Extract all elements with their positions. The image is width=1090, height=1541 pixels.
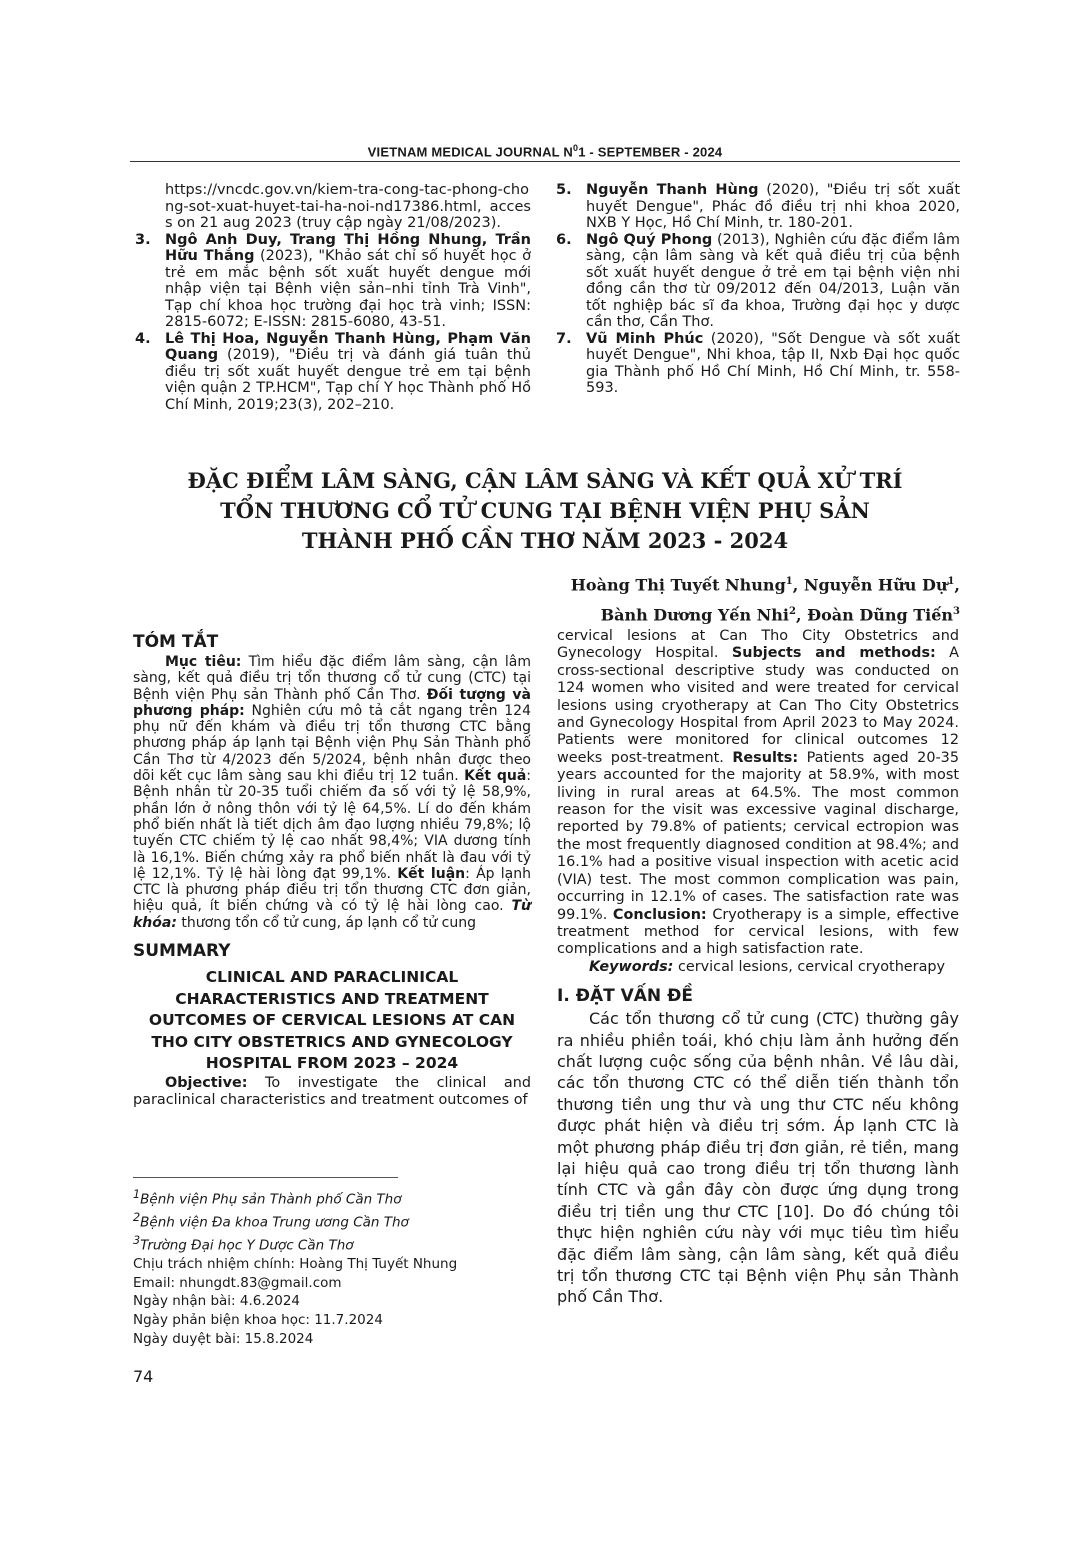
article-title: ĐẶC ĐIỂM LÂM SÀNG, CẬN LÂM SÀNG VÀ KẾT QUẢ XỬ TRÍ TỔN THƯƠNG CỔ TỬ CUNG TẠI BỆNH VIỆN PHỤ SẢN THÀNH PHỐ CẦN THƠ NĂM 2023 - 2024 <box>187 468 903 553</box>
intro-heading: I. ĐẶT VẤN ĐỀ <box>557 986 693 1007</box>
reference-item-7: 7. Vũ Minh Phúc (2020), "Sốt Dengue và sốt xuất huyết Dengue", Nhi khoa, tập II, Nxb Đại học quốc gia Thành phố Hồ Chí Minh, Hồ Chí Minh, tr. 558-593. <box>556 330 960 396</box>
summary-body: cervical lesions at Can Tho City Obstetrics and Gynecology Hospital. Subjects and methods: A cross-sectional descriptive study was conducted on 124 women who visited and were treated for cervical lesions using cryotherapy at Can Tho City Obstetrics and Gynecology Hospital from April 2023 to May 2024. Patients were monitored for clinical outcomes 12 weeks post-treatment. Results: Patients aged 20-35 years accounted for the majority at 58.9%, with most living in rural areas at 64.5%. The most common reason for the visit was excessive vaginal discharge, reported by 79.8% of patients; cervical ectropion was the most frequently diagnosed condition at 98.4%; and 16.1% had a positive visual inspection with acetic acid (VIA) test. The most common complication was pain, occurring in 12.1% of cases. The satisfaction rate was 99.1%. Conclusion: Cryotherapy is a simple, effective treatment method for cervical lesions, with few complications and a high satisfaction rate. <box>557 628 960 958</box>
summary-heading: SUMMARY <box>133 941 231 962</box>
right-main-column <box>557 628 959 1308</box>
page-number: 74 <box>133 1367 154 1386</box>
references-left-column <box>135 182 531 413</box>
summary-title: CLINICAL AND PARACLINICAL CHARACTERISTICS AND TREATMENT OUTCOMES OF CERVICAL LESIONS AT CAN THO CITY OBSTETRICS AND GYNECOLOGY HOSPITAL FROM 2023 – 2024 <box>148 968 516 1073</box>
references-right-column <box>556 182 960 397</box>
reference-item-4: 4. Lê Thị Hoa, Nguyễn Thanh Hùng, Phạm Văn Quang (2019), "Điều trị và đánh giá tuân thủ điều trị sốt xuất huyết dengue trẻ em tại bệnh viện quận 2 TP.HCM", Tạp chí Y học Thành phố Hồ Chí Minh, 2019;23(3), 202–210. <box>135 330 531 413</box>
abstract-vi-heading: TÓM TẮT <box>133 632 219 652</box>
header-rule <box>130 161 960 162</box>
summary-keywords: Keywords: cervical lesions, cervical cryotherapy <box>589 958 946 975</box>
summary-objective-start: Objective: To investigate the clinical and paraclinical characteristics and treatment outcomes of <box>133 1074 531 1108</box>
author-name: Nguyễn Hữu Dự <box>803 575 948 595</box>
running-header: VIETNAM MEDICAL JOURNAL $N^01$ - SEPTEMBER - 2024 <box>367 143 723 160</box>
footnote-rule <box>133 1177 398 1178</box>
author-name: Đoàn Dũng Tiến <box>807 605 954 625</box>
reference-continuation: https://vncdc.gov.vn/kiem-tra-cong-tac-phong-chong-sot-xuat-huyet-tai-ha-noi-nd17386.html, access on 21 aug 2023 (truy cập ngày 21/08/2023). <box>165 182 531 231</box>
reference-item-6: 6. Ngô Quý Phong (2013), Nghiên cứu đặc điểm lâm sàng, cận lâm sàng và kết quả điều trị của bệnh sốt xuất huyết dengue ở trẻ em tại bệnh viện nhi đồng cần thơ từ 09/2012 đến 04/2013, Luận văn tốt nghiệp bác sĩ đa khoa, Trường đại học y dược cần thơ, Cần Thơ. <box>556 231 961 330</box>
author-name: Hoàng Thị Tuyết Nhung <box>570 575 786 595</box>
author-list: Hoàng Thị Tuyết Nhung$^1$, Nguyễn Hữu Dự$^1$, Bành Dương Yến Nhi$^2$, Đoàn Dũng Tiến$^3$ <box>570 575 960 625</box>
intro-body: Các tổn thương cổ tử cung (CTC) thường gây ra nhiều phiền toái, khó chịu làm ảnh hưởng đến chất lượng cuộc sống của bệnh nhân. Về lâu dài, các tổn thương CTC có thể diễn tiến thành tổn thương tiền ung thư và ung thư CTC nếu không được phát hiện và điều trị sớm. Áp lạnh CTC là một phương pháp điều trị đơn giản, rẻ tiền, mang lại hiệu quả cao trong điều trị tổn thương lành tính CTC và gần đây còn được ứng dụng trong điều trị tiền ung thư CTC [10]. Do đó chúng tôi thực hiện nghiên cứu này với mục tiêu tìm hiểu đặc điểm lâm sàng, cận lâm sàng, kết quả điều trị tổn thương CTC tại Bệnh viện Phụ sản Thành phố Cần Thơ. <box>557 1009 959 1307</box>
author-name: Bành Dương Yến Nhi <box>600 605 789 625</box>
left-main-column <box>133 630 531 1109</box>
footnotes: $^1$Bệnh viện Phụ sản Thành phố Cần Thơ $^2$Bệnh viện Đa khoa Trung ương Cần Thơ $^3$Trường Đại học Y Dược Cần Thơ Chịu trách nhiệm chính: Hoàng Thị Tuyết Nhung Email: nhungdt.83@gmail.com Ngày nhận bài: 4.6.2024 Ngày phản biện khoa học: 11.7.2024 Ngày duyệt bài: 15.8.2024 <box>133 1188 458 1347</box>
reference-item-3: 3. Ngô Anh Duy, Trang Thị Hồng Nhung, Trần Hữu Thắng (2023), "Khảo sát chỉ số huyết học ở trẻ em mắc bệnh sốt xuất huyết dengue mới nhập viện tại Bệnh viện sản–nhi tỉnh Trà Vinh", Tạp chí khoa học trường đại học trà vinh; ISSN: 2815-6072; E-ISSN: 2815-6080, 43-51. <box>135 231 531 330</box>
abstract-vi-body: Mục tiêu: Tìm hiểu đặc điểm lâm sàng, cận lâm sàng, kết quả điều trị tổn thương cổ tử cung (CTC) tại Bệnh viện Phụ sản Thành phố Cần Thơ. Đối tượng và phương pháp: Nghiên cứu mô tả cắt ngang trên 124 phụ nữ đến khám và điều trị tổn thương CTC bằng phương pháp áp lạnh tại Bệnh viện Phụ Sản Thành phố Cần Thơ từ 4/2023 đến 5/2024, bệnh nhân được theo dõi kết cục lâm sàng sau khi điều trị 12 tuần. Kết quả: Bệnh nhân từ 20-35 tuổi chiếm đa số với tỷ lệ 58,9%, phần lớn ở nông thôn với tỷ lệ 64,5%. Lí do đến khám phổ biến nhất là tiết dịch âm đạo lượng nhiều 79,8%; lộ tuyến CTC chiếm tỷ lệ cao nhất 98,4%; VIA dương tính là 16,1%. Biến chứng xảy ra phổ biến nhất là đau với tỷ lệ 12,1%. Tỷ lệ hài lòng đạt 99,1%. Kết luận: Áp lạnh CTC là phương pháp điều trị tổn thương CTC đơn giản, hiệu quả, ít biến chứng và có tỷ lệ hài lòng cao. Từ khóa: thương tổn cổ tử cung, áp lạnh cổ tử cung <box>133 654 532 931</box>
reference-item-5: 5. Nguyễn Thanh Hùng (2020), "Điều trị sốt xuất huyết Dengue", Phác đồ điều trị nhi khoa 2020, NXB Y Học, Hồ Chí Minh, tr. 180-201. <box>556 182 960 231</box>
